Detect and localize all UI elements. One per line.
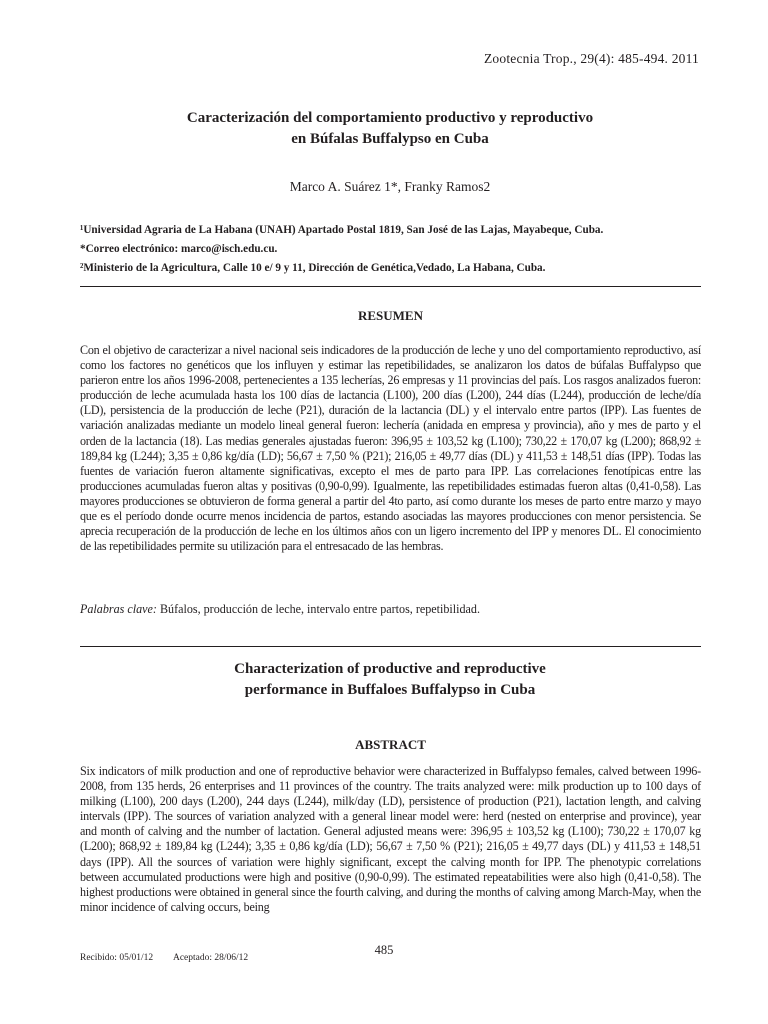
keywords-label: Palabras clave: xyxy=(80,602,157,616)
abstract-heading: ABSTRACT xyxy=(355,737,426,752)
affiliation-unah: ¹Universidad Agraria de La Habana (UNAH) Apartado Postal 1819, San José de las Lajas, Mayabeque, Cuba. xyxy=(80,224,604,236)
article-title-es xyxy=(80,108,700,150)
resumen-heading: RESUMEN xyxy=(357,308,423,323)
accepted-date: Aceptado: 28/06/12 xyxy=(172,953,249,963)
article-title-es-line1: Caracterización del comportamiento productivo y reproductivo xyxy=(186,110,594,126)
corresponding-email: *Correo electrónico: marco@isch.edu.cu. xyxy=(80,243,278,255)
received-date: Recibido: 05/01/12 xyxy=(80,953,154,963)
journal-reference: Zootecnia Trop., 29(4): 485-494. 2011 xyxy=(483,51,699,66)
page-number: 485 xyxy=(374,943,394,957)
divider-middle xyxy=(80,646,701,647)
article-title-en xyxy=(80,659,700,701)
resumen-body: Con el objetivo de caracterizar a nivel nacional seis indicadores de la producción de leche y uno del comportamiento reproductivo, así como los factores no genéticos que los influyen y estimar las repetibilidades, se analizaron los datos de búfalas Buffalypso que parieron entre los años 1996-2008, pertenecientes a 135 lecherías, 26 empresas y 11 provincias del país. Los rasgos analizados fueron: producción de leche acumulada hasta los 100 días de lactancia (L100), 200 días (L200), 244 días (L244), producción de leche/día (LD), persistencia de la producción de leche (P21), duración de la lactancia (DL) y el intervalo entre partos (IPP). Las fuentes de variación analizadas mediante un modelo lineal general fueron: lechería (anidada en empresa y provincia), año y mes de parto y el orden de la lactancia (18). Las medias generales ajustadas fueron: 396,95 ± 103,52 kg (L100); 730,22 ± 170,07 kg (L200); 868,92 ± 189,84 kg (L244); 3,35 ± 0,86 kg/día (LD); 56,67 ± 7,50 % (P21); 216,05 ± 49,77 días (DL) y 411,53 ± 148,51 días (IPP). Todas las fuentes de variación fueron altamente significativas, excepto el mes de parto para IPP. Las correlaciones fenotípicas entre las producciones acumuladas fueron altas y positivas (0,90-0,99). Igualmente, las repetibilidades estimadas fueron altas (0,41-0,58). Las mayores producciones se obtuvieron de forma general a partir del 4to parto, así como durante los meses de parto entre marzo y mayo que es el período donde ocurre menos incidencia de partos, estando asociadas las mayores producciones con menor persistencia. Se aprecia recuperación de la producción de leche en los últimos años con un ligero incremento del IPP y menores DL. El conocimiento de las repetibilidades permite su utilización para el entresacado de las hembras. xyxy=(80,343,701,554)
keywords-es xyxy=(80,602,701,617)
authors: Marco A. Suárez 1*, Franky Ramos2 xyxy=(289,179,491,194)
affiliation-ministry: ²Ministerio de la Agricultura, Calle 10 e/ 9 y 11, Dirección de Genética,Vedado, La Habana, Cuba. xyxy=(80,262,546,274)
divider-top xyxy=(80,286,701,287)
article-title-en-line2: performance in Buffaloes Buffalypso in Cuba xyxy=(244,682,536,698)
affiliations xyxy=(80,221,701,278)
keywords-text: Búfalos, producción de leche, intervalo entre partos, repetibilidad. xyxy=(159,602,480,616)
article-title-es-line2: en Búfalas Buffalypso en Cuba xyxy=(291,131,489,147)
abstract-body: Six indicators of milk production and one of reproductive behavior were characterized in Buffalypso females, calved between 1996-2008, from 135 herds, 26 enterprises and 11 provinces of the country. The traits analyzed were: milk production up to 100 days of milking (L100), 200 days (L200), 244 days (L244), milk/day (LD), persistence of production (P21), lactation length, and calving intervals (IPP). The sources of variation analyzed with a general linear model were: herd (nested on enterprise and province), year and month of calving and the number of lactation. General adjusted means were: 396,95 ± 103,52 kg (L100); 730,22 ± 170,07 kg (L200); 868,92 ± 189,84 kg (L244); 3,35 ± 0,86 kg/día (LD); 56,67 ± 7,50 % (P21); 216,05 ± 49,77 days (DL) y 411,53 ± 148,51 days (IPP). All the sources of variation were highly significant, except the calving month for IPP. The phenotypic correlations between accumulated productions were high and positive (0,90-0,99). The estimated repeatabilities were also high (0,41-0,58). The highest productions were obtained in general since the fourth calving, and during the months of calving among March-May, when the minor incidence of calving occurs, being xyxy=(80,764,701,914)
article-title-en-line1: Characterization of productive and reproductive xyxy=(234,661,546,677)
